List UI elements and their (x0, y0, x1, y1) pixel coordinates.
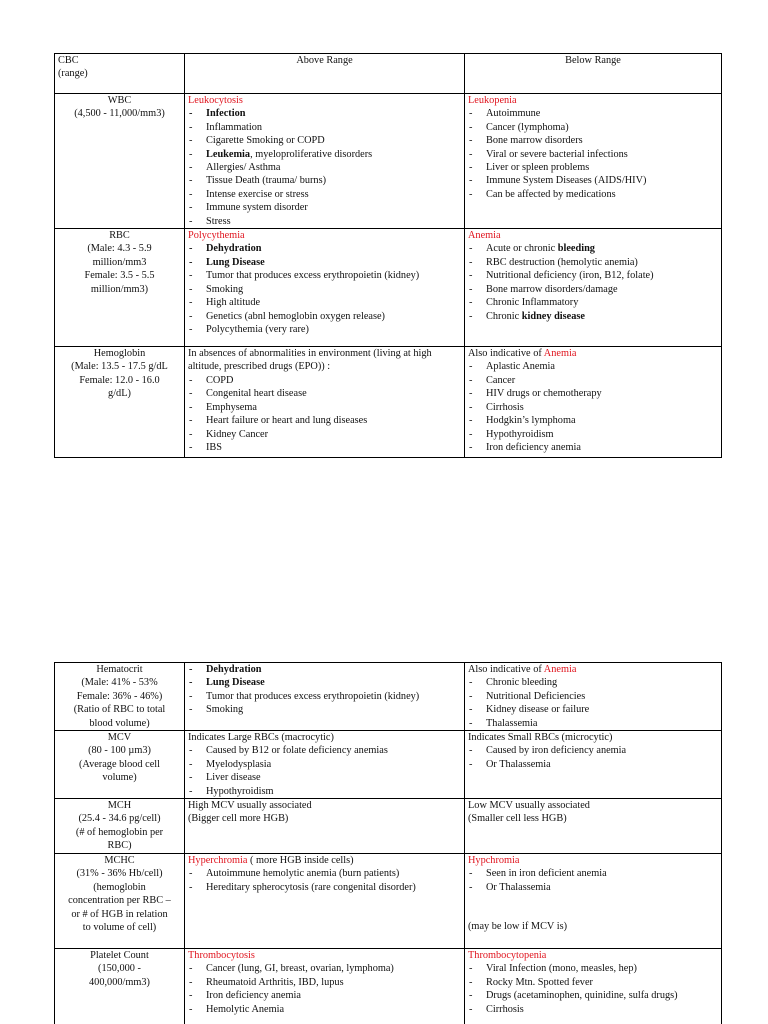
table-row-platelet-count (55, 949, 722, 1024)
list-item (468, 242, 718, 255)
list-item: - Hypothyroidism (188, 785, 461, 798)
list-item: - Aplastic Anemia (468, 360, 718, 373)
above-list (188, 663, 461, 717)
below-range-cell (465, 949, 722, 1024)
list-item: - Kidney disease or failure (468, 703, 718, 716)
header-above-range: Above Range (185, 54, 465, 94)
cbc-table-2 (54, 662, 722, 1024)
param-cell (55, 663, 185, 731)
list-item: - Cirrhosis (468, 1003, 718, 1016)
below-range-cell (465, 663, 722, 731)
param-range: (25.4 - 34.6 pg/cell) (# of hemoglobin per RBC) (75, 813, 164, 852)
list-item: - Allergies/ Asthma (188, 161, 461, 174)
below-list (468, 107, 718, 201)
list-item: - Lung Disease (188, 676, 461, 689)
list-item: - Cancer (468, 374, 718, 387)
below-range-cell (465, 731, 722, 799)
table-row-hematocrit (55, 663, 722, 731)
param-name: MCH (107, 800, 132, 812)
list-item: - Smoking (188, 283, 461, 296)
table-row-rbc (55, 229, 722, 347)
list-item: - Or Thalassemia (468, 758, 718, 771)
list-item (468, 310, 718, 323)
list-item: - Inflammation (188, 121, 461, 134)
param-range: (Male: 41% - 53% Female: 36% - 46%) (Ratio of RBC to total blood volume) (73, 677, 166, 729)
list-item: - High altitude (188, 296, 461, 309)
bold-term: kidney disease (521, 310, 585, 322)
list-item: - Emphysema (188, 401, 461, 414)
cbc-table-1 (54, 53, 722, 458)
condition-title: Thrombocytosis (188, 950, 255, 962)
header-cbc-range: CBC (range) (55, 54, 185, 94)
list-item: - Can be affected by medications (468, 188, 718, 201)
list-item: - Hereditary spherocytosis (rare congenital disorder) (188, 881, 461, 894)
below-intro (468, 663, 718, 676)
list-item: - Dehydration (188, 663, 461, 676)
above-range-cell (185, 799, 465, 854)
list-item: - Dehydration (188, 242, 461, 255)
above-list (188, 242, 461, 336)
param-cell (55, 949, 185, 1024)
list-item: - Nutritional Deficiencies (468, 690, 718, 703)
list-item: - HIV drugs or chemotherapy (468, 387, 718, 400)
below-range-cell (465, 347, 722, 458)
above-list (188, 374, 461, 454)
param-range: (Male: 4.3 - 5.9 million/mm3 Female: 3.5 - 5.5 million/mm3) (84, 243, 155, 295)
header-below-range: Below Range (465, 54, 722, 94)
intro-text: Also indicative of (468, 348, 544, 360)
term-text: Chronic (486, 310, 522, 322)
above-list (188, 867, 461, 894)
condition-title: Hypchromia (468, 855, 520, 867)
above-list (188, 107, 461, 228)
list-item: - Viral Infection (mono, measles, hep) (468, 962, 718, 975)
list-item: - Tumor that produces excess erythropoietin (kidney) (188, 269, 461, 282)
param-cell (55, 229, 185, 347)
list-item: - Stress (188, 215, 461, 228)
list-item: - Heart failure or heart and lung diseases (188, 414, 461, 427)
list-item: - Or Thalassemia (468, 881, 718, 894)
list-item: - COPD (188, 374, 461, 387)
param-name: Hematocrit (96, 664, 143, 675)
list-item (188, 148, 461, 161)
list-item: - RBC destruction (hemolytic anemia) (468, 256, 718, 269)
list-item: - Thalassemia (468, 717, 718, 730)
list-item: - Chronic bleeding (468, 676, 718, 689)
condition-title: Leukocytosis (188, 95, 243, 106)
below-list (468, 962, 718, 1016)
page-2-viewport (0, 662, 768, 1024)
below-range-cell (465, 854, 722, 949)
condition-title-line (188, 854, 461, 867)
above-range-cell (185, 347, 465, 458)
list-item: - Congenital heart disease (188, 387, 461, 400)
below-intro (468, 347, 718, 360)
list-item: - Immune System Diseases (AIDS/HIV) (468, 174, 718, 187)
list-item: - Drugs (acetaminophen, quinidine, sulfa drugs) (468, 989, 718, 1002)
param-name: WBC (107, 95, 132, 106)
list-item: - Infection (188, 107, 461, 120)
param-cell (55, 854, 185, 949)
condition-title: Polycythemia (188, 230, 245, 242)
below-list (468, 676, 718, 730)
list-item: - Myelodysplasia (188, 758, 461, 771)
bold-term: Leukemia (206, 148, 251, 160)
list-item: - Caused by iron deficiency anemia (468, 744, 718, 757)
below-intro: Indicates Small RBCs (microcytic) (468, 732, 613, 744)
list-item: - Nutritional deficiency (iron, B12, folate) (468, 269, 718, 282)
list-item: - Hypothyroidism (468, 428, 718, 441)
list-item: - Immune system disorder (188, 201, 461, 214)
list-item: - Rocky Mtn. Spotted fever (468, 976, 718, 989)
param-name: Hemoglobin (93, 348, 146, 360)
term-rest: , myeloproliferative disorders (250, 148, 373, 160)
list-item: - Autoimmune hemolytic anemia (burn patients) (188, 867, 461, 880)
intro-text: Also indicative of (468, 664, 544, 675)
param-cell (55, 799, 185, 854)
list-item: - IBS (188, 441, 461, 454)
param-range: (Male: 13.5 - 17.5 g/dL Female: 12.0 - 16.0 g/dL) (71, 361, 168, 400)
table-row-mch (55, 799, 722, 854)
condition-title-tail: ( more HGB inside cells) (247, 855, 354, 867)
table-row-wbc (55, 94, 722, 229)
param-cell (55, 731, 185, 799)
below-line: (Smaller cell less HGB) (468, 813, 567, 825)
above-intro: In absences of abnormalities in environment (living at high altitude, prescribed drugs (EPO)) : (188, 348, 432, 373)
list-item: - Hemolytic Anemia (188, 1003, 461, 1016)
list-item: - Intense exercise or stress (188, 188, 461, 201)
below-list (468, 360, 718, 454)
list-item: - Cirrhosis (468, 401, 718, 414)
param-range: (150,000 - 400,000/mm3) (89, 963, 150, 988)
list-item: - Rheumatoid Arthritis, IBD, lupus (188, 976, 461, 989)
intro-red-term: Anemia (543, 664, 577, 675)
param-name: Platelet Count (90, 950, 149, 962)
list-item: - Tumor that produces excess erythropoietin (kidney) (188, 690, 461, 703)
below-list (468, 242, 718, 322)
above-list (188, 962, 461, 1016)
condition-title: Leukopenia (468, 95, 517, 106)
table-row-mcv (55, 731, 722, 799)
list-item: - Hodgkin’s lymphoma (468, 414, 718, 427)
intro-red-term: Anemia (543, 348, 577, 360)
condition-title: Anemia (468, 230, 501, 242)
list-item: - Iron deficiency anemia (468, 441, 718, 454)
above-list (188, 744, 461, 798)
list-item: - Liver disease (188, 771, 461, 784)
above-range-cell (185, 854, 465, 949)
table-header-row (55, 54, 722, 94)
list-item: - Polycythemia (very rare) (188, 323, 461, 336)
list-item: - Genetics (abnl hemoglobin oxygen release) (188, 310, 461, 323)
condition-title: Thrombocytopenia (468, 950, 547, 962)
param-cell (55, 94, 185, 229)
list-item: - Lung Disease (188, 256, 461, 269)
below-range-cell (465, 229, 722, 347)
list-item: - Cigarette Smoking or COPD (188, 134, 461, 147)
list-item: - Tissue Death (trauma/ burns) (188, 174, 461, 187)
below-list (468, 744, 718, 771)
above-range-cell (185, 94, 465, 229)
param-range: (4,500 - 11,000/mm3) (74, 108, 165, 120)
above-intro: Indicates Large RBCs (macrocytic) (188, 732, 334, 744)
table-row-mchc (55, 854, 722, 949)
param-name: RBC (109, 230, 130, 242)
list-item: - Cancer (lymphoma) (468, 121, 718, 134)
list-item: - Viral or severe bacterial infections (468, 148, 718, 161)
list-item: - Liver or spleen problems (468, 161, 718, 174)
list-item: - Chronic Inflammatory (468, 296, 718, 309)
list-item: - Kidney Cancer (188, 428, 461, 441)
param-cell (55, 347, 185, 458)
below-note: (may be low if MCV is) (468, 921, 568, 933)
above-range-cell (185, 663, 465, 731)
list-item: - Iron deficiency anemia (188, 989, 461, 1002)
term-text: Acute or chronic (486, 243, 558, 255)
above-range-cell (185, 229, 465, 347)
list-item: - Bone marrow disorders/damage (468, 283, 718, 296)
spacer (468, 894, 718, 920)
param-name: MCV (107, 732, 132, 744)
list-item: - Seen in iron deficient anemia (468, 867, 718, 880)
condition-title: Hyperchromia (188, 855, 248, 867)
list-item: - Bone marrow disorders (468, 134, 718, 147)
param-range: (80 - 100 µm3) (Average blood cell volume) (78, 745, 160, 784)
list-item: - Caused by B12 or folate deficiency anemias (188, 744, 461, 757)
param-name: MCHC (104, 855, 135, 867)
below-range-cell (465, 94, 722, 229)
above-line: (Bigger cell more HGB) (188, 813, 289, 825)
below-list (468, 867, 718, 894)
below-range-cell (465, 799, 722, 854)
below-line: Low MCV usually associated (468, 800, 590, 812)
list-item: - Cancer (lung, GI, breast, ovarian, lymphoma) (188, 962, 461, 975)
list-item: - Smoking (188, 703, 461, 716)
list-item: - Autoimmune (468, 107, 718, 120)
above-range-cell (185, 731, 465, 799)
above-range-cell (185, 949, 465, 1024)
bold-term: bleeding (557, 243, 595, 255)
param-range: (31% - 36% Hb/cell) (hemoglobin concentration per RBC – or # of HGB in relation to volume of cell) (68, 868, 171, 934)
table-row-hemoglobin (55, 347, 722, 458)
above-line: High MCV usually associated (188, 800, 312, 812)
